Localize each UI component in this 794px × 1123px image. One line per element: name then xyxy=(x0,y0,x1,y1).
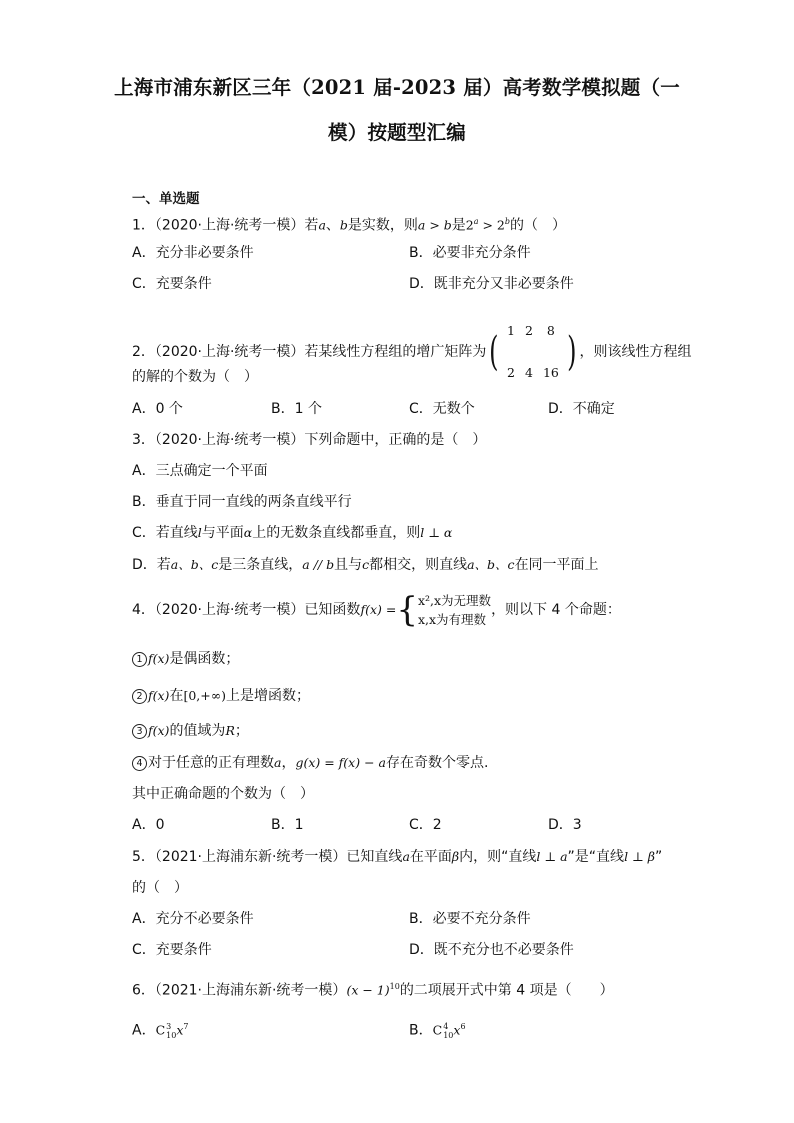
case-rational: x,x为有理数 xyxy=(417,612,487,627)
q4-p3-end: ； xyxy=(234,723,249,739)
q1-option-d: D．既非充分又非必要条件 xyxy=(409,276,574,292)
matrix-cell: 2 xyxy=(507,365,515,380)
question-4-stem xyxy=(132,590,621,630)
q6-optb-sub: 10 xyxy=(443,1030,454,1040)
q4-prefix: 4．（2020·上海·统考一模）已知函数 xyxy=(132,602,361,618)
q5-beta: β xyxy=(451,849,460,864)
question-3-stem: 3．（2020·上海·统考一模）下列命题中，正确的是（ ） xyxy=(132,432,487,448)
q6-expression: (x − 1) xyxy=(346,982,390,998)
matrix-cell: 1 xyxy=(507,323,515,338)
q2-option-b: B．1 个 xyxy=(271,401,322,417)
matrix-left-paren: ( xyxy=(489,329,499,375)
q6-opta-C: C xyxy=(155,1022,166,1038)
q4-p4-g: g(x) = f(x) − a xyxy=(295,755,386,770)
q1-cond2-exp2: b xyxy=(504,217,511,226)
q4-p1-f: f(x) xyxy=(148,651,170,666)
q5-cond2: l ⊥ β xyxy=(624,849,655,864)
q6-optb-label: B． xyxy=(409,1022,433,1039)
q2-option-a: A．0 个 xyxy=(132,401,183,417)
q3-optc-alpha: α xyxy=(243,525,253,540)
q4-proposition-3 xyxy=(132,722,249,740)
matrix-cell: 4 xyxy=(525,365,533,380)
q5-prefix: 5．（2021·上海浦东新·统考一模）已知直线 xyxy=(132,849,403,865)
q4-proposition-2 xyxy=(132,687,310,705)
q4-option-d: D．3 xyxy=(548,817,582,833)
q3-option-d xyxy=(132,556,599,574)
q1-cond2-exp1: a xyxy=(473,217,479,226)
piecewise-brace: { xyxy=(396,590,418,630)
q1-is: 是 xyxy=(451,217,466,234)
q5-mid2: 内，则“直线 xyxy=(459,849,537,865)
q1-cond2-base1: 2 xyxy=(465,217,474,233)
q1-sep: 、 xyxy=(325,217,340,234)
q3-optd-mid2: 且与 xyxy=(334,557,363,573)
q3-optd-c: c xyxy=(362,557,370,572)
q2-option-d: D．不确定 xyxy=(548,401,615,417)
q3-optd-end: 在同一平面上 xyxy=(514,557,599,573)
q3-option-c xyxy=(132,524,452,542)
section-heading: 一、单选题 xyxy=(132,191,200,207)
q6-optb-C: C xyxy=(432,1022,443,1038)
q4-p4-pre: 对于任意的正有理数 xyxy=(148,755,274,771)
question-6-stem xyxy=(132,978,614,1000)
q6-opta-sup: 3 xyxy=(166,1021,172,1031)
q5-option-c: C．充要条件 xyxy=(132,942,212,958)
q3-optd-parallel: a // b xyxy=(302,557,335,572)
q4-proposition-1 xyxy=(132,650,239,668)
q4-suffix: ，则以下 4 个命题： xyxy=(491,602,621,618)
q4-p3-f: f(x) xyxy=(148,723,170,738)
q1-mid: 是实数，则 xyxy=(347,217,418,234)
circled-number-icon: 4 xyxy=(132,756,147,771)
circled-number-icon: 2 xyxy=(132,689,147,704)
q4-option-a: A．0 xyxy=(132,817,165,833)
q5-option-b: B．必要不充分条件 xyxy=(409,911,531,927)
q5-a: a xyxy=(402,849,410,864)
q4-option-c: C．2 xyxy=(409,817,442,833)
q6-optb-x: x xyxy=(453,1022,461,1038)
q4-p1-text: 是偶函数； xyxy=(169,651,240,667)
q6-opta-label: A． xyxy=(132,1022,156,1039)
circled-number-icon: 3 xyxy=(132,724,147,739)
q6-suffix: 的二项展开式中第 4 项是（ ） xyxy=(399,982,614,999)
q1-end: 的（ ） xyxy=(510,217,567,234)
q6-optb-sup: 4 xyxy=(443,1021,449,1031)
q5-cond1: l ⊥ a xyxy=(536,849,568,864)
q2-option-c: C．无数个 xyxy=(409,401,475,417)
q3-option-a: A．三点确定一个平面 xyxy=(132,463,268,479)
matrix-cell: 8 xyxy=(546,323,555,338)
q4-p3-text: 的值域为 xyxy=(169,723,226,739)
q4-function-name: f(x) = xyxy=(360,602,397,617)
matrix-cell: 16 xyxy=(542,365,559,380)
q6-opta-x: x xyxy=(176,1022,184,1038)
q3-optd-abc: a、b、c xyxy=(170,557,219,572)
q4-proposition-4 xyxy=(132,754,488,772)
q4-p3-R: R xyxy=(225,723,235,738)
q5-option-d: D．既不充分也不必要条件 xyxy=(409,942,574,958)
q5-stem-line2: 的（ ） xyxy=(132,880,188,896)
q6-option-a xyxy=(132,1018,189,1040)
q4-p4-text: 存在奇数个零点. xyxy=(385,755,489,771)
q3-optd-mid3: 都相交，则直线 xyxy=(369,557,468,573)
q3-optc-mid: 与平面 xyxy=(201,525,244,541)
circled-number-icon: 1 xyxy=(132,652,147,667)
matrix-cell: 2 xyxy=(525,323,533,338)
q3-option-b: B．垂直于同一直线的两条直线平行 xyxy=(132,494,352,510)
q3-optc-post: 上的无数条直线都垂直，则 xyxy=(252,525,421,541)
question-1-stem xyxy=(132,213,566,235)
q5-mid1: 在平面 xyxy=(409,849,452,865)
q2-stem-line2: 的解的个数为（ ） xyxy=(132,369,258,385)
case-irrational: x²,x为无理数 xyxy=(417,593,492,608)
q1-option-b: B．必要非充分条件 xyxy=(409,245,531,261)
piecewise-cases xyxy=(418,591,491,629)
q1-option-a: A．充分非必要条件 xyxy=(132,245,254,261)
q4-p2-in: 在 xyxy=(169,688,184,704)
q4-p2-text: 上是增函数； xyxy=(226,688,311,704)
q3-optd-mid1: 是三条直线， xyxy=(218,557,303,573)
q3-optc-pre: C．若直线 xyxy=(132,525,198,541)
q1-cond1: a > b xyxy=(417,217,452,233)
q6-optb-xexp: 6 xyxy=(460,1022,466,1031)
matrix-right-paren: ) xyxy=(566,329,577,375)
q5-option-a: A．充分不必要条件 xyxy=(132,911,254,927)
q1-option-c: C．充要条件 xyxy=(132,276,212,292)
q1-var-a: a xyxy=(318,217,326,233)
q3-optc-conclusion: l ⊥ α xyxy=(420,525,453,540)
q6-prefix: 6．（2021·上海浦东新·统考一模） xyxy=(132,982,347,999)
q4-p2-interval: [0,+∞) xyxy=(183,688,227,703)
q6-exponent: 10 xyxy=(389,982,400,991)
q1-var-b: b xyxy=(339,217,348,233)
q3-optd-pre: D．若 xyxy=(132,557,171,573)
q6-opta-xexp: 7 xyxy=(183,1022,189,1031)
q4-p2-f: f(x) xyxy=(148,688,170,703)
q1-prefix: 1．（2020·上海·统考一模）若 xyxy=(132,217,319,234)
q4-stem-2: 其中正确命题的个数为（ ） xyxy=(132,786,314,802)
q4-p4-comma: ， xyxy=(281,755,296,771)
q2-prefix: 2．（2020·上海·统考一模）若某线性方程组的增广矩阵为 xyxy=(132,344,487,360)
q6-option-b xyxy=(409,1018,466,1040)
q4-option-b: B．1 xyxy=(271,817,304,833)
q6-opta-sub: 10 xyxy=(166,1030,177,1040)
question-5-stem xyxy=(132,848,662,866)
q5-end: ” xyxy=(655,849,663,865)
augmented-matrix xyxy=(502,310,564,394)
page-title-line2: 模）按题型汇编 xyxy=(328,121,466,144)
q4-p4-a: a xyxy=(274,755,282,770)
q5-mid3: ”是“直线 xyxy=(567,849,625,865)
q3-optc-l: l xyxy=(197,525,202,540)
page-title-line1: 上海市浦东新区三年（2021 届-2023 届）高考数学模拟题（一 xyxy=(114,76,680,99)
q3-optd-abc2: a、b、c xyxy=(467,557,515,572)
q2-suffix: ，则该线性方程组 xyxy=(579,344,692,360)
q1-cond2-gt: > 2 xyxy=(478,217,505,233)
